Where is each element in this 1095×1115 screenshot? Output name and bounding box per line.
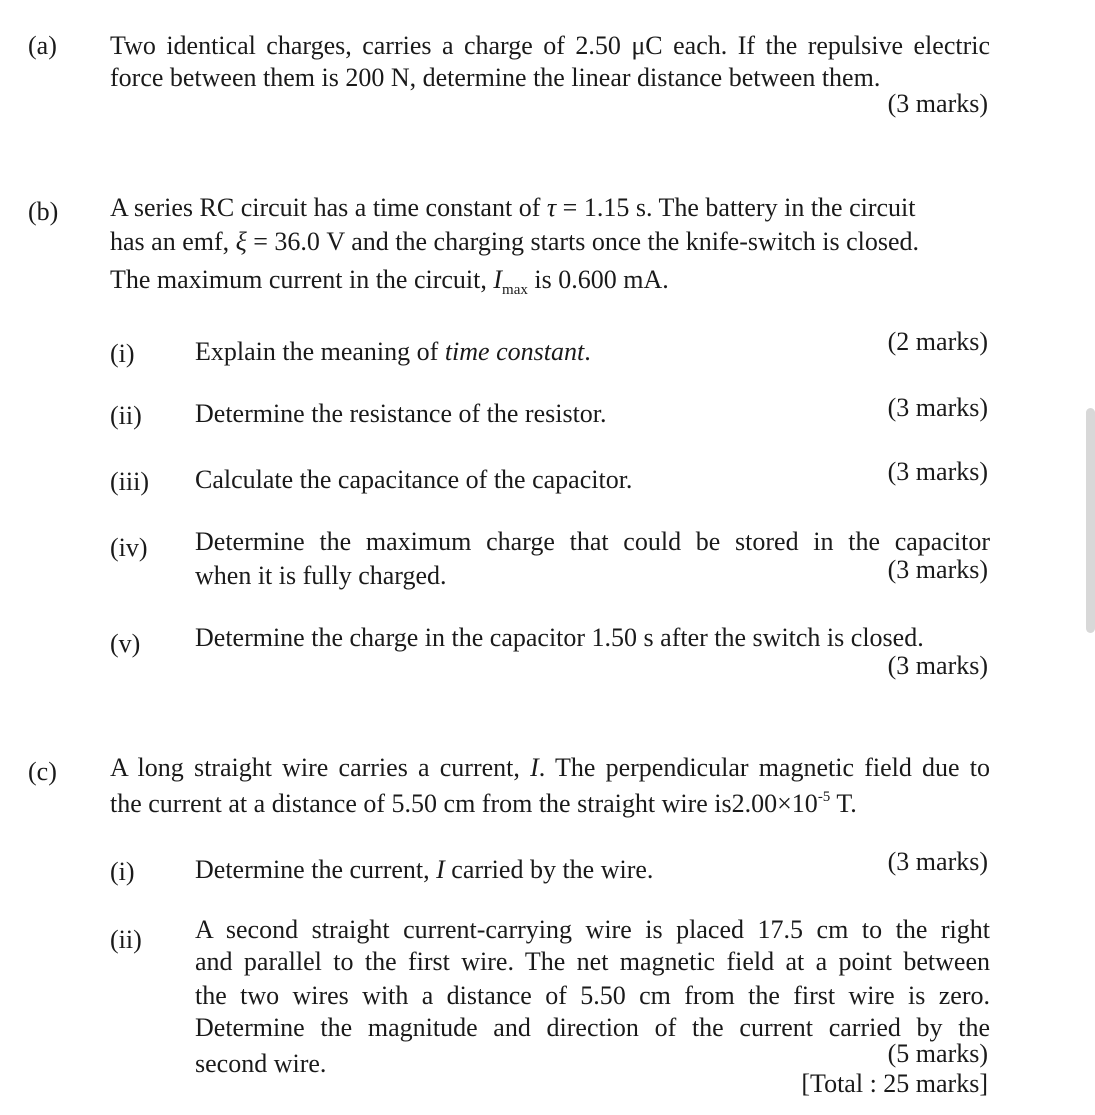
- magnetic-field-exponent: -5: [817, 789, 831, 805]
- question-c-ii-line-5: second wire.: [195, 1049, 327, 1078]
- question-c-ii-marks: (5 marks): [887, 1039, 988, 1068]
- current-symbol-2: I: [436, 855, 445, 884]
- question-b-iii-marks: (3 marks): [887, 457, 988, 486]
- question-b-iv-line-2: when it is fully charged.: [195, 561, 447, 590]
- question-b-iv-label: (iv): [110, 533, 148, 562]
- question-a-label: (a): [28, 31, 57, 60]
- tau-value: = 1.15 s: [556, 193, 646, 222]
- question-c-i-label: (i): [110, 857, 135, 886]
- vertical-scrollbar[interactable]: [1086, 408, 1095, 633]
- question-c-i-text-pre: Determine the current,: [195, 855, 430, 884]
- question-a-line-2: force between them is 200 N, determine the linear distance between them.: [110, 63, 881, 92]
- question-c-line-2-pre: the current at a distance of 5.50 cm from the straight wire is: [110, 789, 732, 818]
- question-c-line-1-pre: A long straight wire carries a current,: [110, 753, 520, 782]
- question-b-ii-marks: (3 marks): [887, 393, 988, 422]
- imax-subscript: max: [502, 282, 528, 298]
- question-b-line-3: [110, 264, 669, 296]
- xi-value: = 36.0 V: [246, 227, 345, 256]
- question-b-iii-label: (iii): [110, 467, 149, 496]
- question-b-line-3-pre: The maximum current in the circuit,: [110, 265, 487, 294]
- question-b-ii-text: Determine the resistance of the resistor.: [195, 399, 607, 428]
- question-b-i-label: (i): [110, 339, 135, 368]
- question-b-iv-line-1: Determine the maximum charge that could be stored in the capacitor: [195, 527, 990, 556]
- question-c-line-1: [110, 752, 990, 784]
- question-b-v-label: (v): [110, 629, 141, 658]
- question-b-line-2: [110, 226, 919, 258]
- question-b-v-text: Determine the charge in the capacitor 1.50 s after the switch is closed.: [195, 623, 924, 652]
- question-a-marks: (3 marks): [887, 89, 988, 118]
- time-constant-term: time constant: [444, 337, 585, 366]
- question-c-line-2-post: T.: [830, 789, 857, 818]
- question-a-line-1: Two identical charges, carries a charge of 2.50 μC each. If the repulsive electric: [110, 31, 990, 60]
- question-b-line-1-post: . The battery in the circuit: [645, 193, 916, 222]
- question-c-label: (c): [28, 757, 57, 786]
- question-b-line-2-post: and the charging starts once the knife-switch is closed.: [344, 227, 919, 256]
- question-b-i-marks: (2 marks): [887, 327, 988, 356]
- question-c-i-text: [195, 854, 653, 886]
- question-b-line-1-pre: A series RC circuit has a time constant of: [110, 193, 541, 222]
- question-c-ii-line-2: and parallel to the first wire. The net magnetic field at a point between: [195, 947, 990, 976]
- magnetic-field-value: 2.00×10: [731, 789, 818, 818]
- current-symbol: I: [530, 753, 539, 782]
- question-b-i-text-pre: Explain the meaning of: [195, 337, 439, 366]
- question-b-iv-marks: (3 marks): [887, 555, 988, 584]
- question-c-ii-label: (ii): [110, 925, 142, 954]
- question-b-v-marks: (3 marks): [887, 651, 988, 680]
- question-b-line-1: [110, 192, 916, 224]
- question-b-line-2-pre: has an emf,: [110, 227, 230, 256]
- question-b-label: (b): [28, 197, 59, 226]
- question-c-ii-line-3: the two wires with a distance of 5.50 cm from the first wire is zero.: [195, 981, 990, 1010]
- total-marks: [Total : 25 marks]: [801, 1069, 988, 1098]
- question-c-i-marks: (3 marks): [887, 847, 988, 876]
- tau-symbol: τ: [546, 193, 557, 222]
- question-c-line-1-post: . The perpendicular magnetic field due to: [538, 753, 991, 782]
- question-c-ii-line-4: Determine the magnitude and direction of the current carried by the: [195, 1013, 990, 1042]
- question-c-line-2: [110, 788, 857, 820]
- imax-symbol: I: [493, 265, 503, 294]
- question-b-ii-label: (ii): [110, 401, 142, 430]
- xi-symbol: ξ: [235, 227, 247, 256]
- question-b-line-3-post: is 0.600 mA.: [527, 265, 669, 294]
- question-b-i-text-post: .: [584, 337, 591, 366]
- question-c-ii-line-1: A second straight current-carrying wire is placed 17.5 cm to the right: [195, 915, 990, 944]
- question-b-i-text: [195, 336, 591, 368]
- question-b-iii-text: Calculate the capacitance of the capacitor.: [195, 465, 633, 494]
- question-c-i-text-post: carried by the wire.: [444, 855, 654, 884]
